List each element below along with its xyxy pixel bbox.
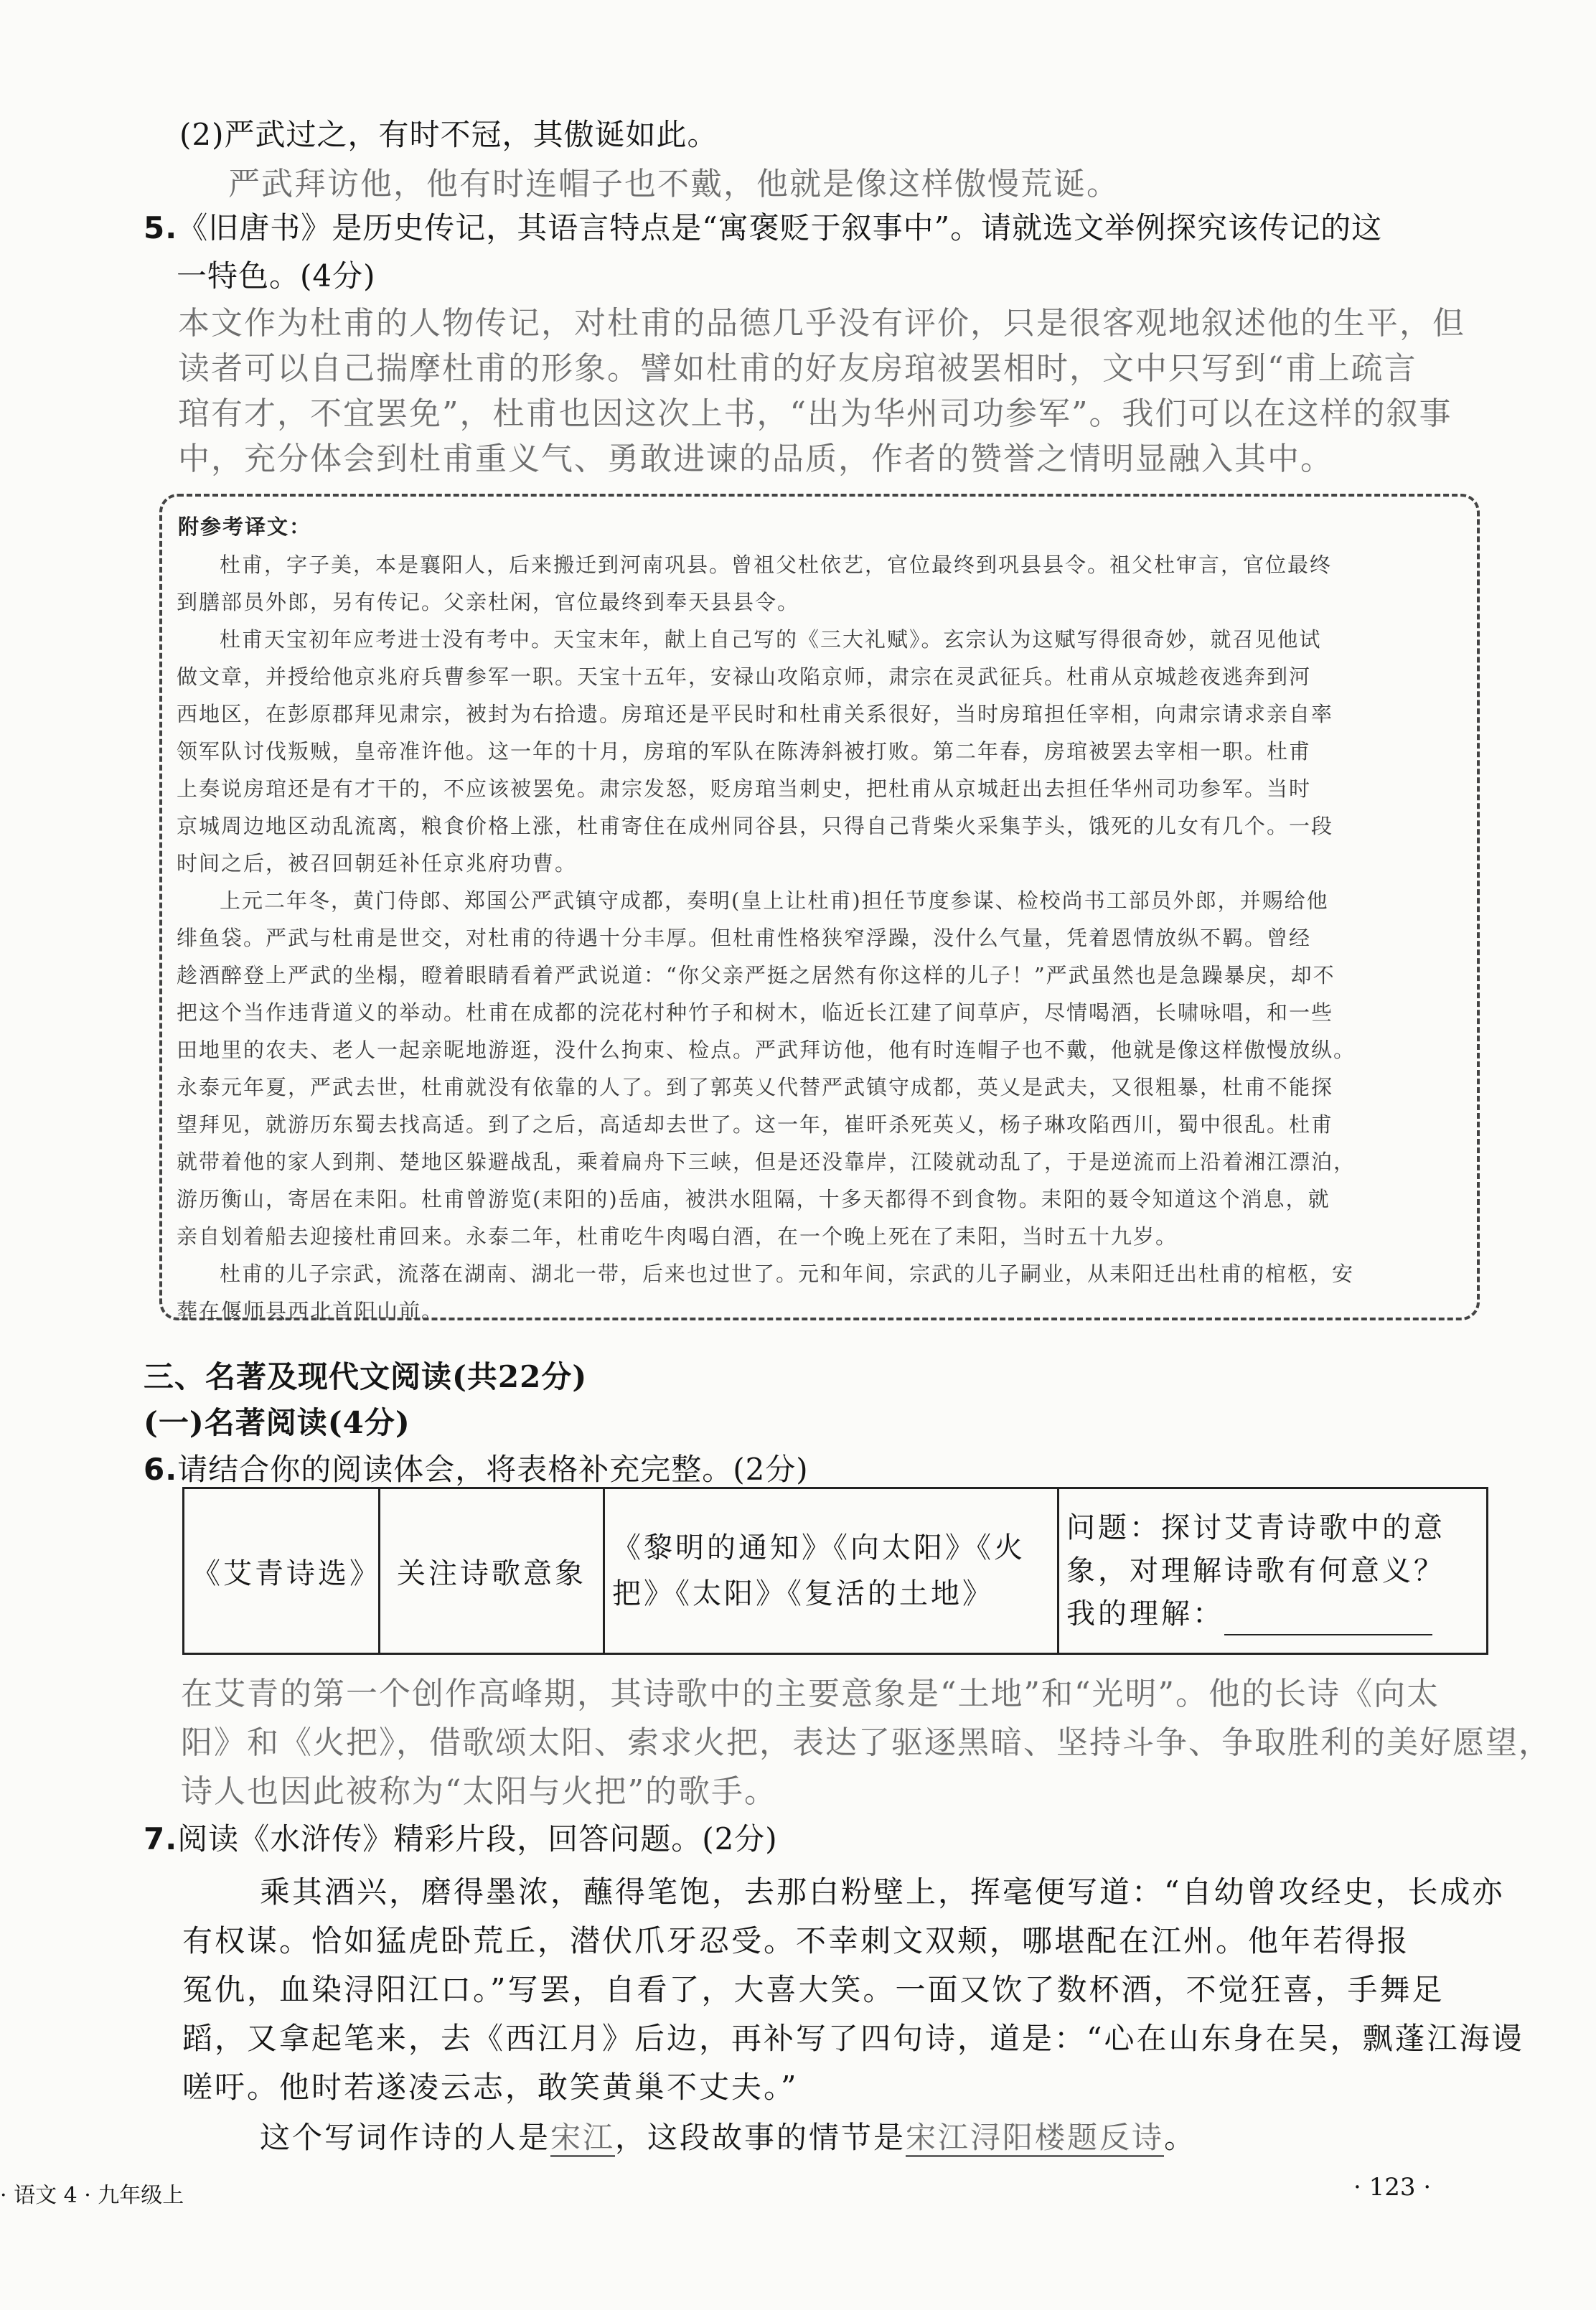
q7-passage-line: 乘其酒兴，磨得墨浓，蘸得笔饱，去那白粉壁上，挥毫便写道：“自幼曾攻经史，长成亦 [260,1874,1505,1910]
reference-line: 杜甫，字子美，本是襄阳人，后来搬迁到河南巩县。曾祖父杜依艺，官位最终到巩县县令。祖父杜审言，官位最终 [220,553,1333,577]
reference-line: 领军队讨伐叛贼，皇帝准许他。这一年的十月，房琯的军队在陈涛斜被打败。第二年春，房琯被罢去宰相一职。杜甫 [177,739,1312,764]
reference-line: 望拜见，就游历东蜀去找高适。到了之后，高适却去世了。这一年，崔旰杀死英乂，杨子琳攻陷西川，蜀中很乱。杜甫 [177,1112,1334,1137]
q5-answer-line: 中，充分体会到杜甫重义气、勇敢进谏的品质，作者的赞誉之情明显融入其中。 [178,441,1333,477]
reference-line: 到膳部员外郎，另有传记。父亲杜闲，官位最终到奉天县县令。 [177,590,800,614]
q6-answer-line: 诗人也因此被称为“太阳与火把”的歌手。 [181,1773,777,1810]
section3-title: 三、名著及现代文阅读(共22分) [144,1359,588,1394]
reference-line: 时间之后，被召回朝廷补任京兆府功曹。 [177,851,578,875]
q5-answer-line: 琯有才，不宜罢免”，杜甫也因这次上书，“出为华州司功参军”。我们可以在这样的叙事 [178,395,1452,432]
reference-line: 游历衡山，寄居在耒阳。杜甫曾游览(耒阳的)岳庙，被洪水阻隔，十多天都得不到食物。耒阳的聂令知道这个消息，就 [177,1187,1330,1211]
reference-line: 京城周边地区动乱流离，粮食价格上涨，杜甫寄住在成州同谷县，只得自己背柴火采集芋头，饿死的儿女有几个。一段 [177,814,1334,838]
q7-passage-line: 有权谋。恰如猛虎卧荒丘，潜伏爪牙忍受。不幸刺文双颊，哪堪配在江州。他年若得报 [182,1923,1410,1958]
answer-blank[interactable] [1224,1607,1432,1635]
table-cell-focus: 关注诗歌意象 [380,1488,604,1654]
reference-line: 把这个当作违背道义的举动。杜甫在成都的浣花村种竹子和树木，临近长江建了间草庐，尽情喝酒，长啸咏唱，和一些 [177,1000,1334,1025]
reference-line: 趁酒醉登上严武的坐榻，瞪着眼睛看着严武说道：“你父亲严挺之居然有你这样的儿子！”严武虽然也是急躁暴戾，却不 [177,963,1336,987]
reference-line: 杜甫的儿子宗武，流落在湖南、湖北一带，后来也过世了。元和年间，宗武的儿子嗣业，从耒阳迁出杜甫的棺柩，安 [220,1262,1355,1286]
q5-question-line1: 5.《旧唐书》是历史传记，其语言特点是“寓褒贬于叙事中”。请就选文举例探究该传记的这 [144,210,1383,245]
reference-line: 就带着他的家人到荆、楚地区躲避战乱，乘着扁舟下三峡，但是还没靠岸，江陵就动乱了，于是逆流而上沿着湘江漂泊， [177,1150,1356,1174]
table-cell-poems: 《黎明的通知》《向太阳》《火 把》《太阳》《复活的土地》 [604,1488,1058,1654]
q7-number: 7. [144,1821,178,1856]
table-cell-book: 《艾青诗选》 [184,1488,380,1654]
answer-prompt: 我的理解： [1066,1597,1224,1630]
q7-passage-line: 蹈，又拿起笔来，去《西江月》后边，再补写了四句诗，道是：“心在山东身在吴，飘蓬江海谩 [182,2021,1524,2056]
reference-heading: 附参考译文： [178,515,312,539]
q6-table [182,1487,1488,1655]
q6-answer-line: 在艾青的第一个创作高峰期，其诗歌中的主要意象是“土地”和“光明”。他的长诗《向太 [181,1676,1440,1712]
reference-line: 做文章，并授给他京兆府兵曹参军一职。天宝十五年，安禄山攻陷京师，肃宗在灵武征兵。杜甫从京城趁夜逃奔到河 [177,665,1312,689]
q7-answer-person: 宋江 [550,2120,615,2157]
q7-passage-line: 冤仇，血染浔阳江口。”写罢，自看了，大喜大笑。一面又饮了数杯酒，不觉狂喜，手舞足 [182,1972,1445,2007]
q7-question: 7.阅读《水浒传》精彩片段，回答问题。(2分) [144,1821,778,1856]
q4-2-answer: 严武拜访他，他有时连帽子也不戴，他就是像这样傲慢荒诞。 [228,166,1119,202]
q4-2-question: (2)严武过之，有时不冠，其傲诞如此。 [179,117,718,152]
reference-line: 亲自划着船去迎接杜甫回来。永泰二年，杜甫吃牛肉喝白酒，在一个晚上死在了耒阳，当时五十九岁。 [177,1224,1178,1249]
reference-line: 西地区，在彭原郡拜见肃宗，被封为右拾遗。房琯还是平民时和杜甫关系很好，当时房琯担任宰相，向肃宗请求亲自率 [177,702,1334,726]
q6-answer-line: 阳》和《火把》，借歌颂太阳、索求火把，表达了驱逐黑暗、坚持斗争、争取胜利的美好愿望， [181,1724,1552,1761]
reference-line: 上元二年冬，黄门侍郎、郑国公严武镇守成都，奏明(皇上让杜甫)担任节度参谋、检校尚书工部员外郎，并赐给他 [220,888,1329,913]
reference-line: 永泰元年夏，严武去世，杜甫就没有依靠的人了。到了郭英乂代替严武镇守成都，英乂是武夫，又很粗暴，杜甫不能探 [177,1075,1334,1099]
page-number: · 123 · [1353,2173,1432,2202]
reference-line: 上奏说房琯还是有才干的，不应该被罢免。肃宗发怒，贬房琯当刺史，把杜甫从京城赶出去担任华州司功参军。当时 [177,776,1312,801]
q5-number: 5. [144,210,178,245]
q5-question-line2: 一特色。(4分) [177,258,376,294]
reference-line: 葬在偃师县西北首阳山前。 [177,1299,444,1323]
q7-passage-line: 嗟吁。他时若遂凌云志，敢笑黄巢不丈夫。” [182,2070,799,2105]
reference-line: 绯鱼袋。严武与杜甫是世交，对杜甫的待遇十分丰厚。但杜甫性格狭窄浮躁，没什么气量，凭着恩情放纵不羁。曾经 [177,926,1312,950]
q6-question: 6.请结合你的阅读体会，将表格补充完整。(2分) [144,1452,809,1487]
q7-answer-line: 这个写词作诗的人是宋江，这段故事的情节是宋江浔阳楼题反诗。 [260,2114,1196,2157]
q7-answer-plot: 宋江浔阳楼题反诗 [906,2120,1164,2157]
q5-answer-line: 本文作为杜甫的人物传记，对杜甫的品德几乎没有评价，只是很客观地叙述他的生平，但 [178,305,1465,342]
table-cell-question: 问题：探讨艾青诗歌中的意 象，对理解诗歌有何意义？ 我的理解： [1058,1488,1488,1654]
q6-number: 6. [144,1452,178,1487]
q5-answer-line: 读者可以自己揣摩杜甫的形象。譬如杜甫的好友房琯被罢相时，文中只写到“甫上疏言 [178,350,1417,387]
reference-line: 杜甫天宝初年应考进士没有考中。天宝末年，献上自己写的《三大礼赋》。玄宗认为这赋写得很奇妙，就召见他试 [220,627,1322,652]
footer-subject: · 语文 4 · 九年级上 [0,2183,184,2208]
reference-line: 田地里的农夫、老人一起亲昵地游逛，没什么拘束、检点。严武拜访他，他有时连帽子也不戴，他就是像这样傲慢放纵。 [177,1038,1356,1062]
section3-subtitle: (一)名著阅读(4分) [144,1405,410,1440]
